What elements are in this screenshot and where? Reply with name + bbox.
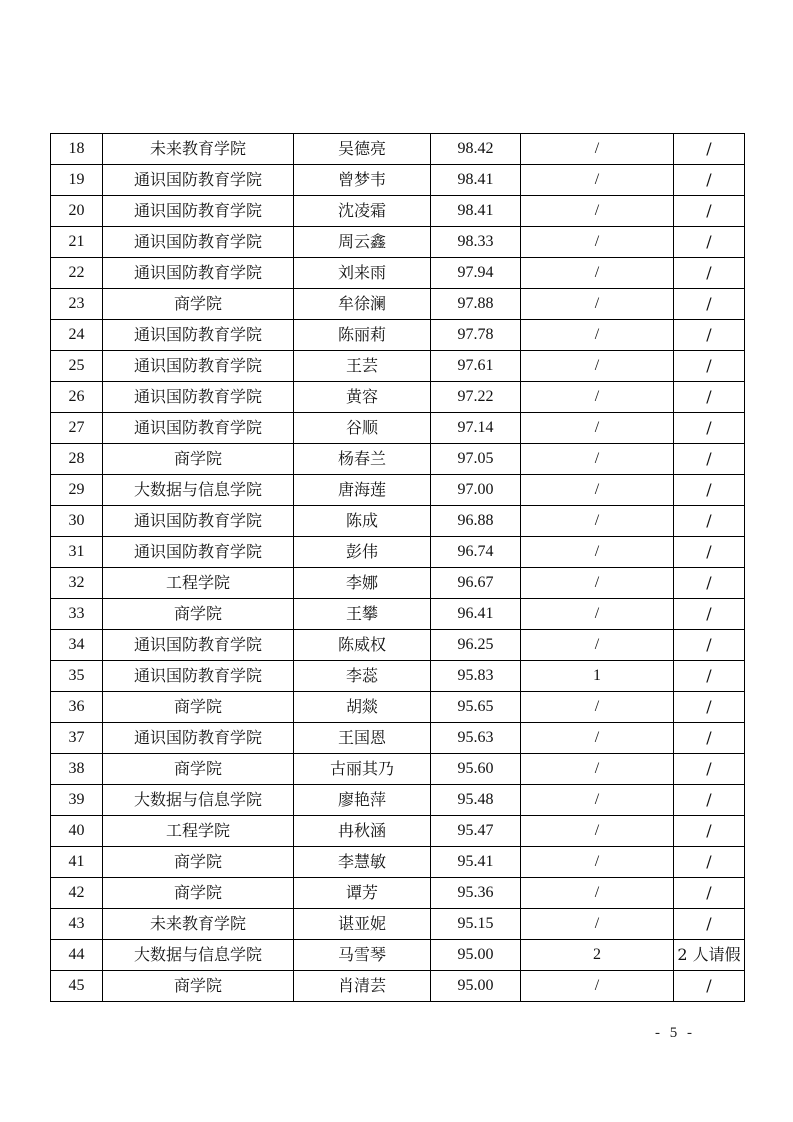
table-row — [51, 847, 745, 878]
score-cell: 98.41 — [431, 196, 521, 227]
student-name-cell: 李娜 — [294, 568, 431, 599]
remark-cell: / — [674, 754, 745, 785]
table-row — [51, 940, 745, 971]
row-number-cell: 39 — [51, 785, 103, 816]
table-row — [51, 971, 745, 1002]
student-name-cell: 曾梦韦 — [294, 165, 431, 196]
remark-cell: / — [674, 382, 745, 413]
student-name-cell: 古丽其乃 — [294, 754, 431, 785]
row-number-cell: 35 — [51, 661, 103, 692]
row-number-cell: 27 — [51, 413, 103, 444]
score-cell: 97.14 — [431, 413, 521, 444]
row-number-cell: 28 — [51, 444, 103, 475]
row-number-cell: 43 — [51, 909, 103, 940]
college-cell: 大数据与信息学院 — [103, 475, 294, 506]
score-cell: 96.41 — [431, 599, 521, 630]
row-number-cell: 33 — [51, 599, 103, 630]
count-cell: / — [521, 816, 674, 847]
table-row — [51, 754, 745, 785]
college-cell: 通识国防教育学院 — [103, 506, 294, 537]
student-name-cell: 黄容 — [294, 382, 431, 413]
table-row — [51, 506, 745, 537]
table-row — [51, 661, 745, 692]
page-number: - 5 - — [655, 1025, 695, 1041]
college-cell: 通识国防教育学院 — [103, 227, 294, 258]
student-name-cell: 吴德亮 — [294, 134, 431, 165]
remark-cell: / — [674, 723, 745, 754]
score-cell: 96.25 — [431, 630, 521, 661]
college-cell: 商学院 — [103, 847, 294, 878]
count-cell: / — [521, 289, 674, 320]
score-cell: 95.63 — [431, 723, 521, 754]
score-cell: 95.00 — [431, 940, 521, 971]
college-cell: 大数据与信息学院 — [103, 940, 294, 971]
table-row — [51, 909, 745, 940]
score-cell: 97.88 — [431, 289, 521, 320]
count-cell: / — [521, 475, 674, 506]
row-number-cell: 38 — [51, 754, 103, 785]
table-row — [51, 599, 745, 630]
row-number-cell: 21 — [51, 227, 103, 258]
count-cell: 1 — [521, 661, 674, 692]
table-row — [51, 258, 745, 289]
row-number-cell: 32 — [51, 568, 103, 599]
remark-cell: / — [674, 661, 745, 692]
student-name-cell: 王芸 — [294, 351, 431, 382]
table-row — [51, 444, 745, 475]
student-name-cell: 李蕊 — [294, 661, 431, 692]
remark-cell: / — [674, 909, 745, 940]
count-cell: / — [521, 785, 674, 816]
row-number-cell: 18 — [51, 134, 103, 165]
score-cell: 95.41 — [431, 847, 521, 878]
score-cell: 98.42 — [431, 134, 521, 165]
college-cell: 未来教育学院 — [103, 134, 294, 165]
remark-cell: / — [674, 847, 745, 878]
row-number-cell: 44 — [51, 940, 103, 971]
row-number-cell: 22 — [51, 258, 103, 289]
count-cell: / — [521, 413, 674, 444]
row-number-cell: 40 — [51, 816, 103, 847]
college-cell: 未来教育学院 — [103, 909, 294, 940]
college-cell: 通识国防教育学院 — [103, 258, 294, 289]
remark-cell: / — [674, 785, 745, 816]
student-name-cell: 王攀 — [294, 599, 431, 630]
table-row — [51, 196, 745, 227]
table-body — [51, 134, 745, 1002]
student-name-cell: 彭伟 — [294, 537, 431, 568]
college-cell: 商学院 — [103, 754, 294, 785]
count-cell: / — [521, 382, 674, 413]
row-number-cell: 34 — [51, 630, 103, 661]
college-cell: 商学院 — [103, 878, 294, 909]
college-cell: 通识国防教育学院 — [103, 196, 294, 227]
count-cell: / — [521, 258, 674, 289]
college-cell: 通识国防教育学院 — [103, 351, 294, 382]
count-cell: / — [521, 692, 674, 723]
row-number-cell: 30 — [51, 506, 103, 537]
remark-cell: / — [674, 878, 745, 909]
college-cell: 通识国防教育学院 — [103, 630, 294, 661]
table-row — [51, 320, 745, 351]
score-cell: 96.88 — [431, 506, 521, 537]
table-row — [51, 382, 745, 413]
count-cell: / — [521, 227, 674, 258]
count-cell: / — [521, 599, 674, 630]
remark-cell: / — [674, 692, 745, 723]
row-number-cell: 19 — [51, 165, 103, 196]
student-name-cell: 沈凌霜 — [294, 196, 431, 227]
row-number-cell: 45 — [51, 971, 103, 1002]
college-cell: 商学院 — [103, 444, 294, 475]
student-name-cell: 陈丽莉 — [294, 320, 431, 351]
remark-cell: / — [674, 568, 745, 599]
count-cell: / — [521, 878, 674, 909]
remark-cell: / — [674, 816, 745, 847]
college-cell: 通识国防教育学院 — [103, 382, 294, 413]
remark-cell: / — [674, 227, 745, 258]
count-cell: / — [521, 909, 674, 940]
student-name-cell: 唐海莲 — [294, 475, 431, 506]
count-cell: / — [521, 134, 674, 165]
score-cell: 95.48 — [431, 785, 521, 816]
table-row — [51, 134, 745, 165]
count-cell: / — [521, 444, 674, 475]
student-name-cell: 陈威权 — [294, 630, 431, 661]
score-cell: 97.22 — [431, 382, 521, 413]
row-number-cell: 36 — [51, 692, 103, 723]
remark-cell: / — [674, 506, 745, 537]
remark-cell: / — [674, 351, 745, 382]
row-number-cell: 23 — [51, 289, 103, 320]
table-row — [51, 537, 745, 568]
student-name-cell: 马雪琴 — [294, 940, 431, 971]
count-cell: / — [521, 754, 674, 785]
table-row — [51, 413, 745, 444]
remark-cell: / — [674, 630, 745, 661]
table-row — [51, 165, 745, 196]
student-name-cell: 谭芳 — [294, 878, 431, 909]
college-cell: 大数据与信息学院 — [103, 785, 294, 816]
table-row — [51, 227, 745, 258]
score-cell: 96.67 — [431, 568, 521, 599]
count-cell: / — [521, 847, 674, 878]
table-row — [51, 475, 745, 506]
score-cell: 95.83 — [431, 661, 521, 692]
college-cell: 通识国防教育学院 — [103, 413, 294, 444]
remark-cell: / — [674, 165, 745, 196]
student-name-cell: 廖艳萍 — [294, 785, 431, 816]
score-cell: 97.05 — [431, 444, 521, 475]
table-row — [51, 878, 745, 909]
count-cell: / — [521, 568, 674, 599]
table-row — [51, 630, 745, 661]
score-cell: 95.15 — [431, 909, 521, 940]
remark-cell: / — [674, 320, 745, 351]
table-row — [51, 692, 745, 723]
score-cell: 97.00 — [431, 475, 521, 506]
count-cell: / — [521, 630, 674, 661]
college-cell: 通识国防教育学院 — [103, 165, 294, 196]
score-cell: 96.74 — [431, 537, 521, 568]
college-cell: 通识国防教育学院 — [103, 320, 294, 351]
remark-cell: / — [674, 971, 745, 1002]
student-name-cell: 牟徐澜 — [294, 289, 431, 320]
college-cell: 工程学院 — [103, 816, 294, 847]
student-name-cell: 李慧敏 — [294, 847, 431, 878]
table-row — [51, 785, 745, 816]
row-number-cell: 31 — [51, 537, 103, 568]
count-cell: / — [521, 351, 674, 382]
score-cell: 95.60 — [431, 754, 521, 785]
score-cell: 98.41 — [431, 165, 521, 196]
score-cell: 95.00 — [431, 971, 521, 1002]
student-name-cell: 胡燚 — [294, 692, 431, 723]
ranking-table — [50, 133, 745, 1002]
table-row — [51, 723, 745, 754]
count-cell: / — [521, 196, 674, 227]
remark-cell: / — [674, 444, 745, 475]
remark-cell: / — [674, 413, 745, 444]
remark-cell: / — [674, 289, 745, 320]
student-name-cell: 冉秋涵 — [294, 816, 431, 847]
score-cell: 97.78 — [431, 320, 521, 351]
row-number-cell: 26 — [51, 382, 103, 413]
count-cell: 2 — [521, 940, 674, 971]
count-cell: / — [521, 537, 674, 568]
student-name-cell: 谌亚妮 — [294, 909, 431, 940]
count-cell: / — [521, 506, 674, 537]
remark-cell: / — [674, 258, 745, 289]
row-number-cell: 42 — [51, 878, 103, 909]
score-cell: 97.61 — [431, 351, 521, 382]
row-number-cell: 29 — [51, 475, 103, 506]
remark-cell: / — [674, 599, 745, 630]
row-number-cell: 24 — [51, 320, 103, 351]
remark-cell: / — [674, 134, 745, 165]
table-row — [51, 289, 745, 320]
count-cell: / — [521, 971, 674, 1002]
college-cell: 商学院 — [103, 599, 294, 630]
count-cell: / — [521, 723, 674, 754]
row-number-cell: 41 — [51, 847, 103, 878]
student-name-cell: 肖清芸 — [294, 971, 431, 1002]
score-cell: 95.47 — [431, 816, 521, 847]
count-cell: / — [521, 165, 674, 196]
student-name-cell: 刘来雨 — [294, 258, 431, 289]
score-cell: 95.36 — [431, 878, 521, 909]
table-row — [51, 816, 745, 847]
remark-cell: 2 人请假 — [674, 940, 745, 971]
remark-cell: / — [674, 537, 745, 568]
student-name-cell: 谷顺 — [294, 413, 431, 444]
score-cell: 97.94 — [431, 258, 521, 289]
college-cell: 通识国防教育学院 — [103, 661, 294, 692]
table-row — [51, 568, 745, 599]
count-cell: / — [521, 320, 674, 351]
row-number-cell: 25 — [51, 351, 103, 382]
college-cell: 工程学院 — [103, 568, 294, 599]
row-number-cell: 37 — [51, 723, 103, 754]
college-cell: 通识国防教育学院 — [103, 537, 294, 568]
student-name-cell: 陈成 — [294, 506, 431, 537]
table-row — [51, 351, 745, 382]
score-cell: 98.33 — [431, 227, 521, 258]
college-cell: 商学院 — [103, 692, 294, 723]
college-cell: 商学院 — [103, 289, 294, 320]
score-cell: 95.65 — [431, 692, 521, 723]
college-cell: 商学院 — [103, 971, 294, 1002]
college-cell: 通识国防教育学院 — [103, 723, 294, 754]
student-name-cell: 周云鑫 — [294, 227, 431, 258]
remark-cell: / — [674, 196, 745, 227]
student-name-cell: 杨春兰 — [294, 444, 431, 475]
row-number-cell: 20 — [51, 196, 103, 227]
student-name-cell: 王国恩 — [294, 723, 431, 754]
remark-cell: / — [674, 475, 745, 506]
